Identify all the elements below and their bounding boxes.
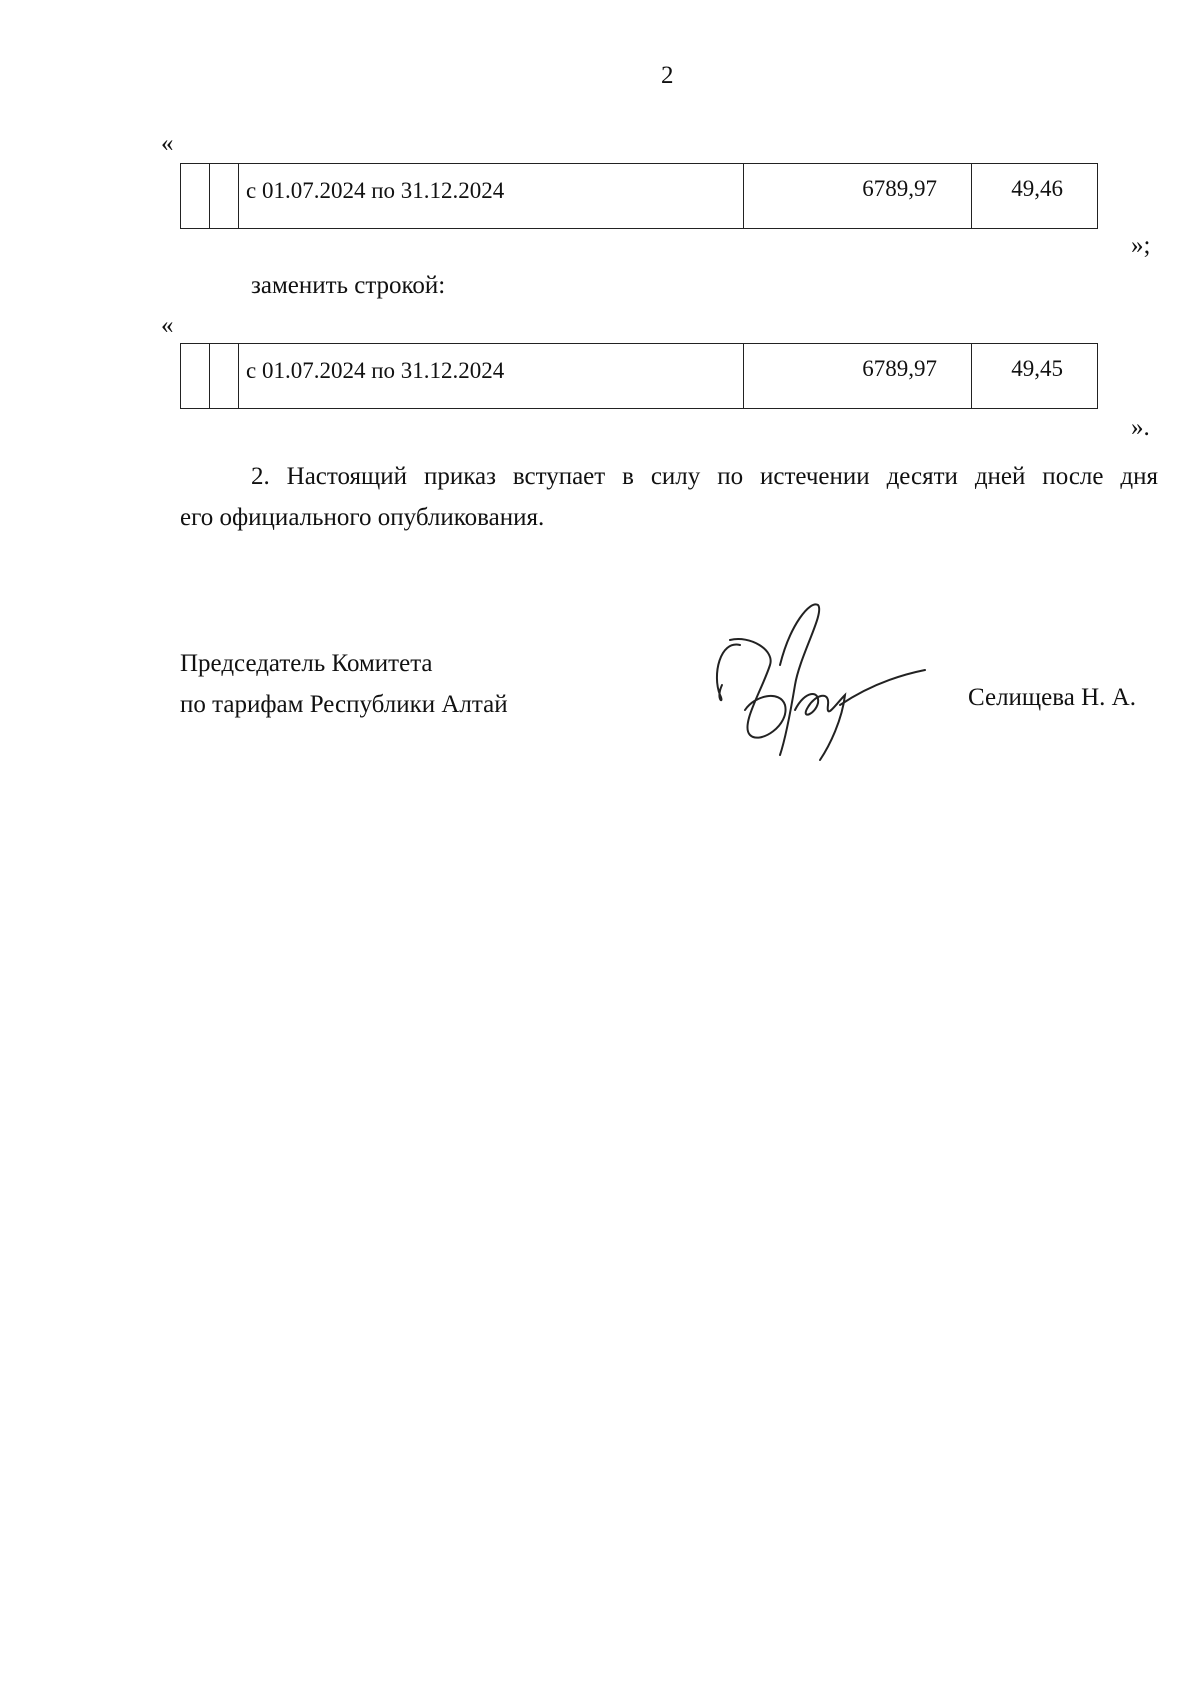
quote-close: ». — [1131, 414, 1150, 441]
position-line: Председатель Комитета — [180, 650, 433, 677]
paragraph-line: его официального опубликования. — [180, 504, 545, 531]
cell-empty — [181, 344, 210, 409]
position-line: по тарифам Республики Алтай — [180, 691, 508, 718]
cell-value-1: 6789,97 — [744, 344, 972, 409]
cell-period: с 01.07.2024 по 31.12.2024 — [239, 164, 744, 229]
cell-empty — [181, 164, 210, 229]
quote-open: « — [161, 312, 174, 339]
old-table-row — [180, 163, 1098, 229]
new-table-row — [180, 343, 1098, 409]
cell-value-2: 49,45 — [972, 344, 1098, 409]
paragraph-line: 2. Настоящий приказ вступает в силу по истечении десяти дней после дня — [251, 463, 1158, 490]
cell-empty — [210, 344, 239, 409]
quote-open: « — [161, 130, 174, 157]
cell-empty — [210, 164, 239, 229]
replace-text: заменить строкой: — [251, 272, 446, 299]
page-number: 2 — [661, 62, 674, 89]
cell-value-2: 49,46 — [972, 164, 1098, 229]
cell-value-1: 6789,97 — [744, 164, 972, 229]
cell-period: с 01.07.2024 по 31.12.2024 — [239, 344, 744, 409]
signature — [700, 595, 940, 765]
signatory-position — [180, 643, 508, 725]
paragraph-2 — [180, 456, 1158, 538]
quote-close: »; — [1131, 232, 1151, 259]
signatory-name: Селищева Н. А. — [968, 684, 1136, 711]
